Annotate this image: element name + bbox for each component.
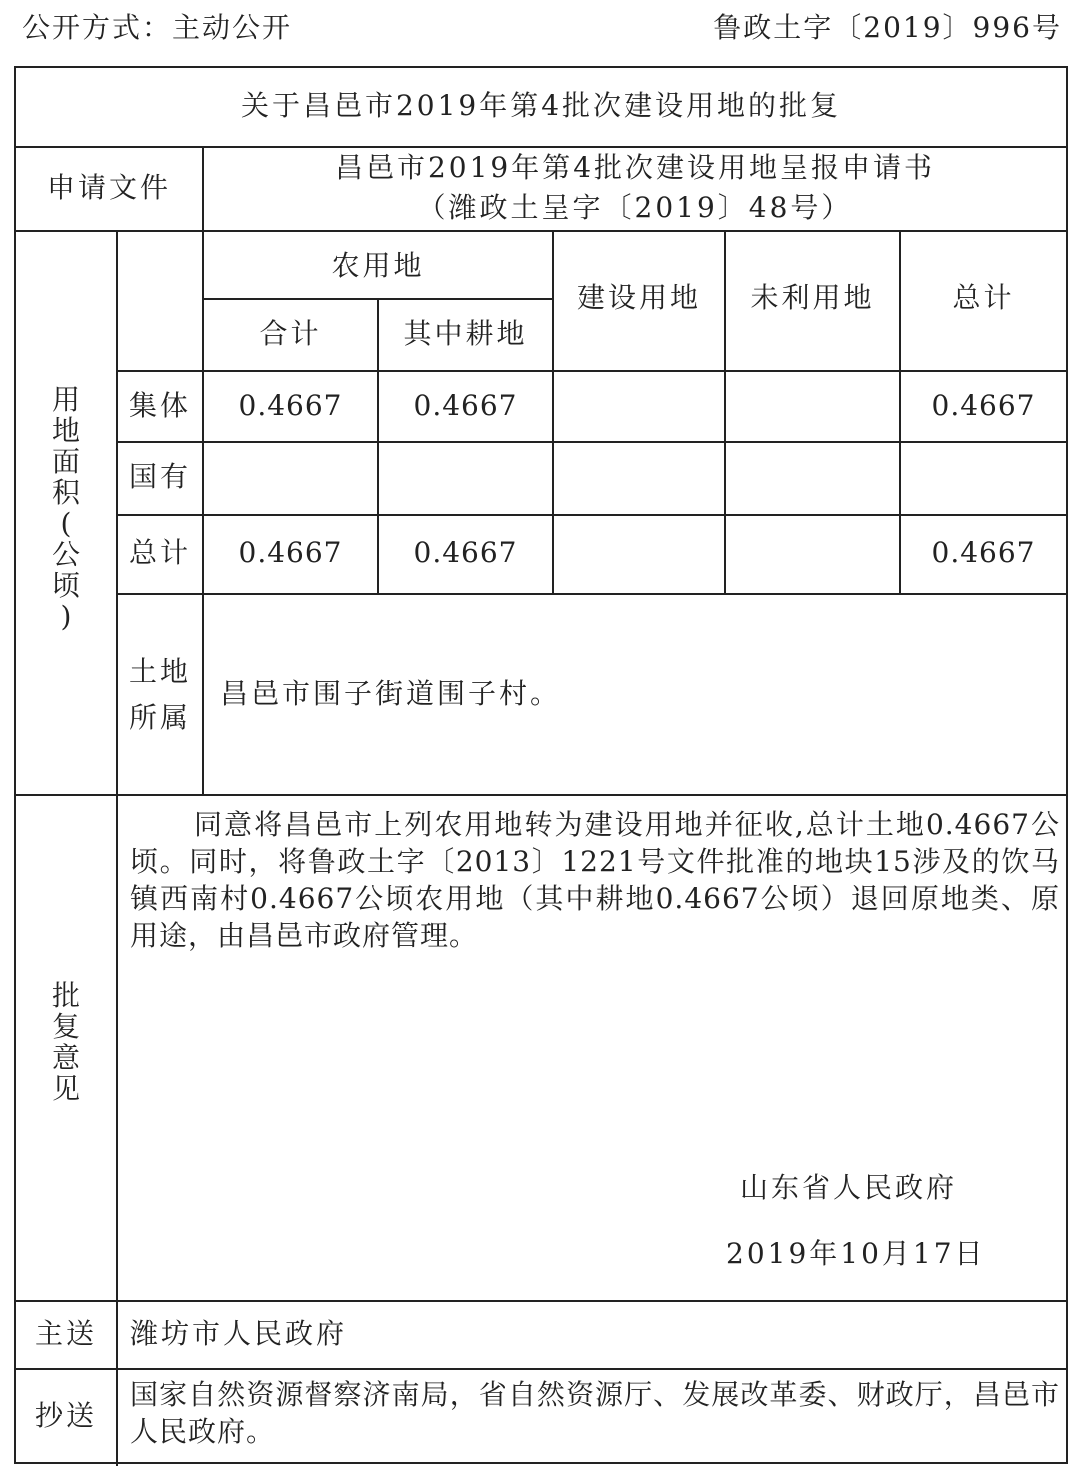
cell-collective-total: 0.4667 (931, 389, 1036, 422)
row-label-state: 国有 (128, 460, 191, 493)
approval-side-label: 批 复 意 见 (51, 979, 80, 1105)
row-label-collective: 集体 (128, 389, 191, 422)
col-total: 总计 (952, 281, 1015, 314)
cc-label: 抄送 (34, 1399, 97, 1432)
col-construction: 建设用地 (576, 281, 701, 314)
cell-total-arable: 0.4667 (413, 536, 518, 569)
cell-total-agri-total: 0.4667 (238, 536, 343, 569)
ownership-label-line2: 所属 (128, 701, 191, 734)
col-agri-total: 合计 (259, 317, 322, 350)
col-agricultural: 农用地 (331, 249, 425, 282)
cc-value: 国家自然资源督察济南局，省自然资源厅、发展改革委、财政厅，昌邑市人民政府。 (130, 1378, 1060, 1448)
document-number: 鲁政土字〔2019〕996号 (713, 11, 1062, 44)
area-side-label: 用 地 面 积 ( 公 顷 ) (51, 383, 80, 633)
approval-text: 同意将昌邑市上列农用地转为建设用地并征收,总计土地0.4667公顷。同时，将鲁政土字〔2013〕1221号文件批准的地块15涉及的饮马镇西南村0.4667公顷农用地（其中耕地0.4667公顷）退回原地类、原用途，由昌邑市政府管理。 (130, 808, 1060, 952)
issue-date: 2019年10月17日 (726, 1237, 986, 1270)
application-line2: （潍政土呈字〔2019〕48号） (417, 191, 853, 224)
ownership-label-line1: 土地 (128, 655, 191, 688)
cell-total-total: 0.4667 (931, 536, 1036, 569)
send-to-label: 主送 (34, 1317, 97, 1350)
ownership-value: 昌邑市围子街道围子村。 (220, 677, 562, 710)
col-agri-arable: 其中耕地 (403, 317, 528, 350)
application-line1: 昌邑市2019年第4批次建设用地呈报申请书 (334, 151, 936, 184)
issuer: 山东省人民政府 (740, 1171, 958, 1204)
send-to-value: 潍坊市人民政府 (130, 1317, 348, 1350)
cell-collective-agri-total: 0.4667 (238, 389, 343, 422)
col-unused: 未利用地 (750, 281, 875, 314)
approval-form (14, 66, 1068, 1464)
cell-collective-arable: 0.4667 (413, 389, 518, 422)
document-title: 关于昌邑市2019年第4批次建设用地的批复 (240, 89, 842, 122)
row-label-total: 总计 (128, 536, 191, 569)
application-label: 申请文件 (46, 171, 171, 204)
disclosure-mode: 公开方式：主动公开 (22, 11, 293, 44)
